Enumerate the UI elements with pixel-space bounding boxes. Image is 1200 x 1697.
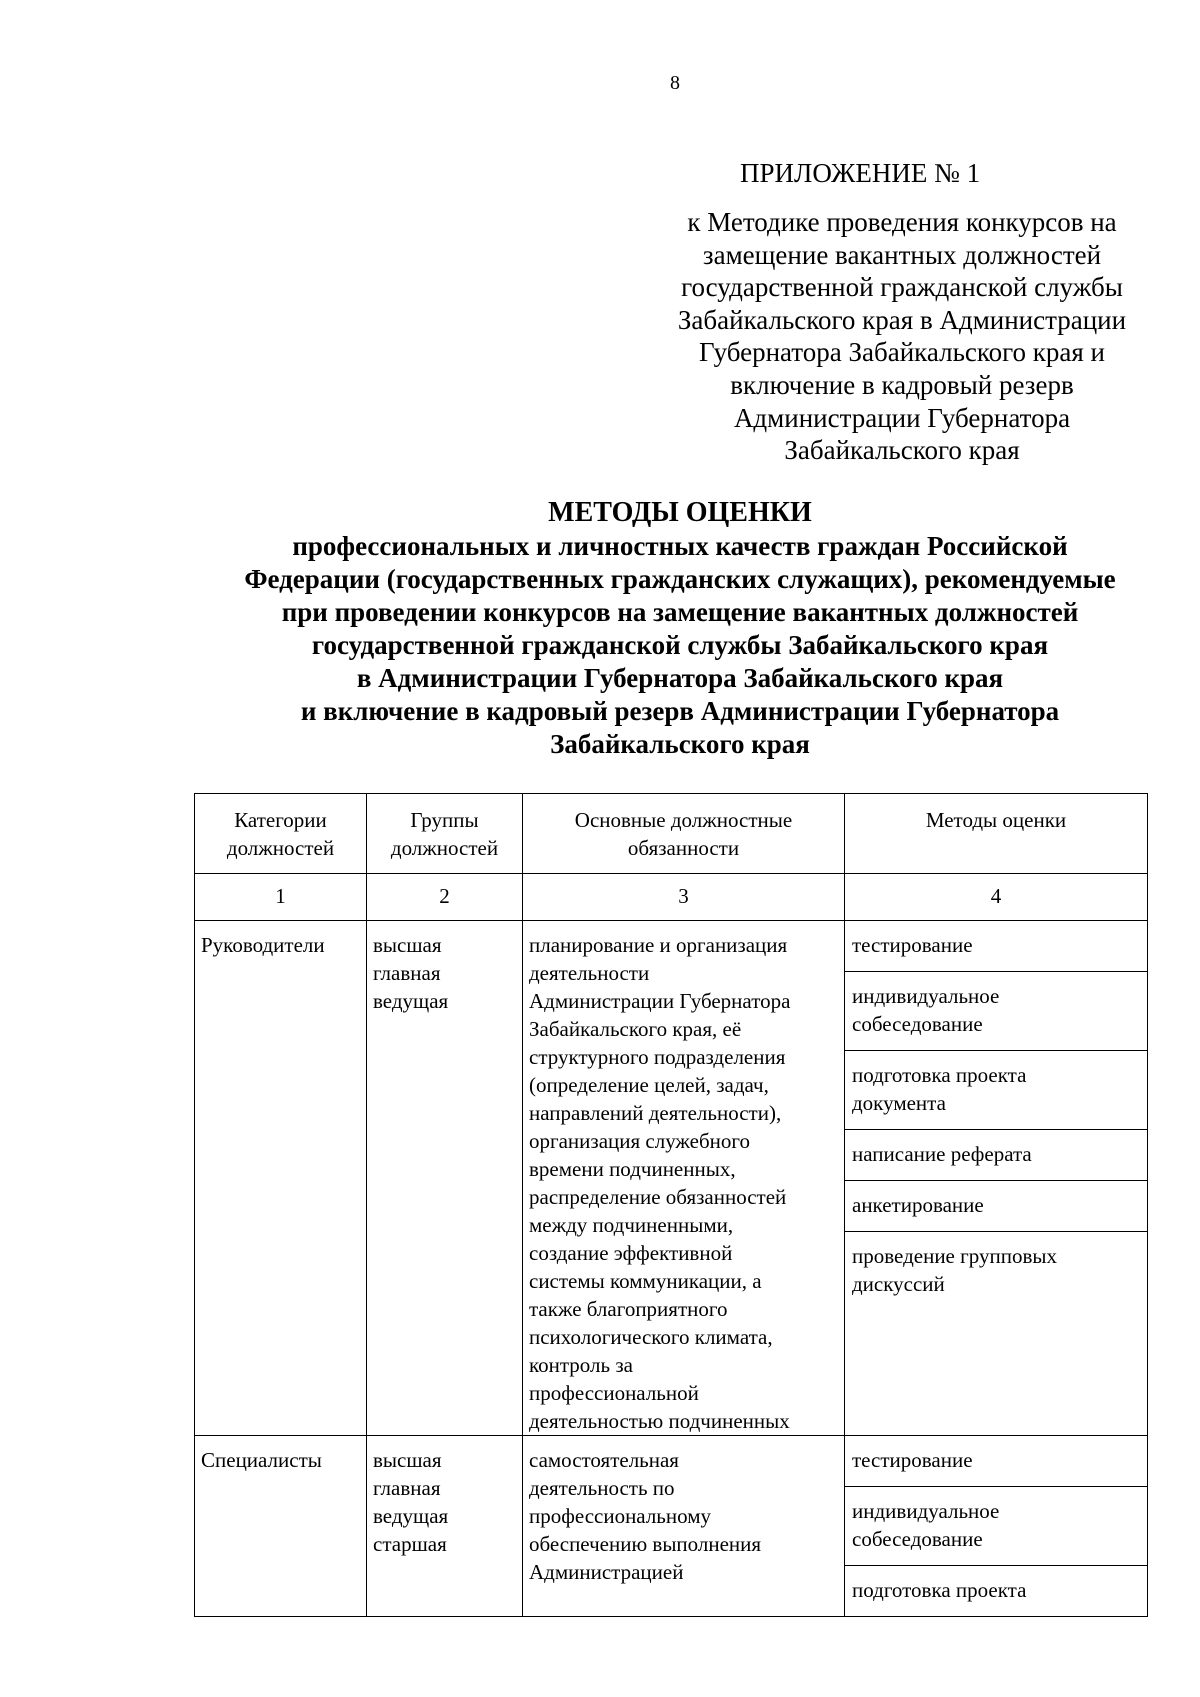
group-item: ведущая	[373, 1504, 449, 1528]
duty-line: Администрации Губернатора	[529, 989, 791, 1013]
duty-line: профессиональной	[529, 1381, 699, 1405]
appendix-subtitle-line: Забайкальского края в Администрации	[677, 304, 1127, 335]
duty-line: времени подчиненных,	[529, 1157, 736, 1181]
method-item	[845, 1436, 1147, 1487]
duty-line: контроль за	[529, 1353, 633, 1377]
group-item: ведущая	[373, 989, 449, 1013]
appendix-subtitle-line: включение в кадровый резерв	[730, 369, 1074, 400]
document-subtitle-line: в Администрации Губернатора Забайкальского края	[356, 663, 1004, 693]
category-cell: Специалисты	[195, 1436, 367, 1617]
group-item: старшая	[373, 1532, 447, 1556]
duty-line: деятельности	[529, 961, 650, 985]
duty-line: направлений деятельности),	[529, 1101, 782, 1125]
group-item: высшая	[373, 1448, 442, 1472]
method-line: подготовка проекта	[852, 1063, 1027, 1087]
table-row	[195, 921, 1148, 1436]
duty-line: структурного подразделения	[529, 1045, 786, 1069]
method-item	[845, 1566, 1147, 1616]
appendix-subtitle	[622, 206, 1182, 467]
method-line: собеседование	[852, 1527, 983, 1551]
document-subtitle-line: Федерации (государственных гражданских служащих), рекомендуемые	[244, 564, 1116, 594]
method-line: написание реферата	[852, 1142, 1032, 1166]
page-number: 8	[670, 72, 680, 94]
document-subtitle-line: профессиональных и личностных качеств граждан Российской	[292, 531, 1068, 561]
document-subtitle-line: государственной гражданской службы Забайкальского края	[311, 630, 1049, 660]
duty-line: самостоятельная	[529, 1448, 679, 1472]
table-row	[195, 1436, 1148, 1617]
groups-cell	[367, 1436, 523, 1617]
duty-line: планирование и организация	[529, 933, 788, 957]
method-item	[845, 1051, 1147, 1130]
method-line: проведение групповых	[852, 1244, 1057, 1268]
methods-cell	[845, 921, 1148, 1436]
column-number: 2	[367, 874, 523, 921]
duty-line: организация служебного	[529, 1129, 751, 1153]
document-subtitle-line: и включение в кадровый резерв Администрации Губернатора	[300, 696, 1060, 726]
method-item	[845, 1130, 1147, 1181]
duty-line: также благоприятного	[529, 1297, 728, 1321]
duties-cell	[523, 1436, 845, 1617]
header-groups: Группы должностей	[367, 794, 523, 874]
duty-line: системы коммуникации, а	[529, 1269, 762, 1293]
duty-line: психологического климата,	[529, 1325, 773, 1349]
duty-line: деятельностью подчиненных	[529, 1409, 790, 1433]
method-item	[845, 921, 1147, 972]
duty-line: между подчиненными,	[529, 1213, 734, 1237]
method-line: тестирование	[852, 933, 973, 957]
duty-line: распределение обязанностей	[529, 1185, 787, 1209]
appendix-title: ПРИЛОЖЕНИЕ № 1	[740, 158, 981, 188]
appendix-subtitle-line: государственной гражданской службы	[681, 272, 1123, 303]
document-title-block	[160, 496, 1200, 761]
appendix-subtitle-line: Губернатора Забайкальского края и	[698, 337, 1105, 368]
methods-cell	[845, 1436, 1148, 1617]
method-line: дискуссий	[852, 1272, 945, 1296]
category-cell: Руководители	[195, 921, 367, 1436]
method-line: документа	[852, 1091, 946, 1115]
header-methods: Методы оценки	[845, 794, 1148, 874]
method-line: анкетирование	[852, 1193, 984, 1217]
method-line: тестирование	[852, 1448, 973, 1472]
appendix-subtitle-line: замещение вакантных должностей	[702, 239, 1102, 270]
table-header-row	[195, 794, 1148, 874]
header-duties: Основные должностные обязанности	[523, 794, 845, 874]
duty-line: обеспечению выполнения	[529, 1532, 762, 1556]
appendix-subtitle-line: к Методике проведения конкурсов на	[687, 207, 1117, 237]
duty-line: деятельность по	[529, 1476, 675, 1500]
method-item	[845, 1487, 1147, 1566]
method-item	[845, 1232, 1147, 1310]
document-subtitle-line: при проведении конкурсов на замещение вакантных должностей	[281, 597, 1079, 627]
column-number: 3	[523, 874, 845, 921]
column-number: 4	[845, 874, 1148, 921]
method-item	[845, 972, 1147, 1051]
method-item	[845, 1181, 1147, 1232]
duty-line: (определение целей, задач,	[529, 1073, 769, 1097]
appendix-subtitle-line: Забайкальского края	[784, 435, 1020, 466]
duty-line: профессиональному	[529, 1504, 711, 1528]
group-item: главная	[373, 961, 441, 985]
method-line: индивидуальное	[852, 984, 1000, 1008]
header-categories: Категории должностей	[195, 794, 367, 874]
duty-line: Администрацией	[529, 1560, 684, 1584]
appendix-subtitle-line: Администрации Губернатора	[733, 402, 1071, 433]
table-column-numbers-row	[195, 874, 1148, 921]
method-line: собеседование	[852, 1012, 983, 1036]
duty-line: создание эффективной	[529, 1241, 733, 1265]
document-subtitle-line: Забайкальского края	[550, 729, 810, 759]
document-title: МЕТОДЫ ОЦЕНКИ	[548, 497, 812, 528]
duty-line: Забайкальского края, её	[529, 1017, 742, 1041]
group-item: главная	[373, 1476, 441, 1500]
assessment-methods-table	[194, 793, 1148, 1617]
column-number: 1	[195, 874, 367, 921]
duties-cell	[523, 921, 845, 1436]
method-line: индивидуальное	[852, 1499, 1000, 1523]
groups-cell	[367, 921, 523, 1436]
method-line: подготовка проекта	[852, 1578, 1027, 1602]
group-item: высшая	[373, 933, 442, 957]
